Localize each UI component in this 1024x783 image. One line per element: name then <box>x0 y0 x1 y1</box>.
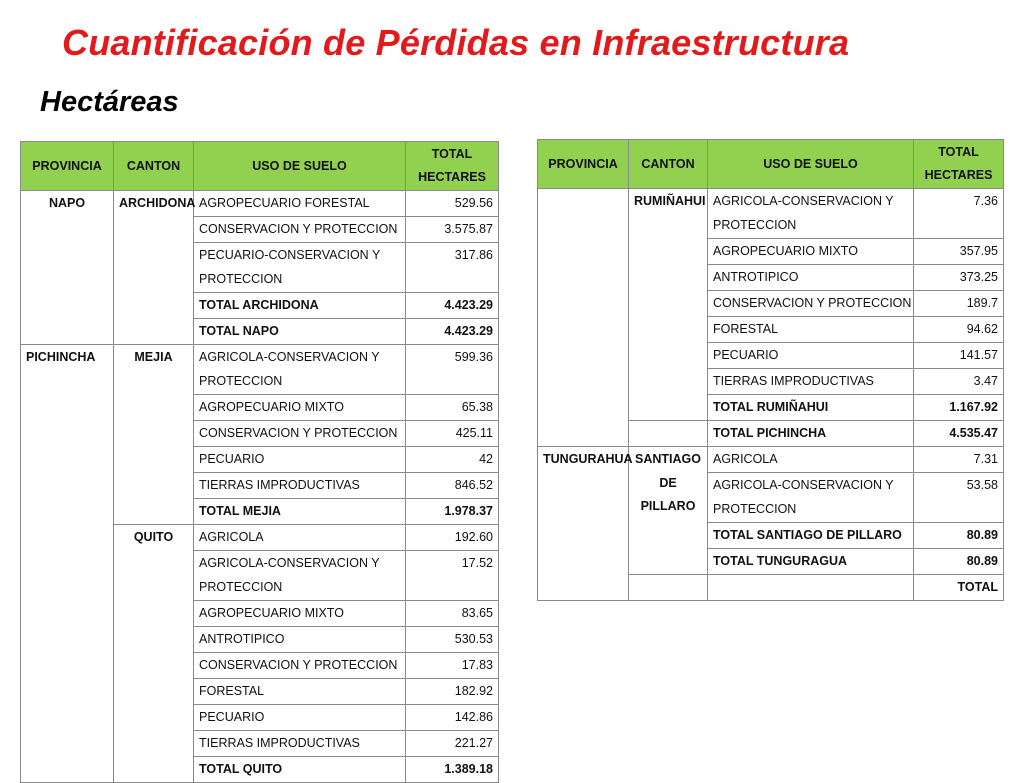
uso-cell: AGROPECUARIO FORESTAL <box>194 191 406 217</box>
table-row <box>538 189 1004 239</box>
total-cell: 3.575.87 <box>406 217 499 243</box>
left-table <box>20 141 499 783</box>
total-cell: 80.89 <box>914 549 1004 575</box>
uso-cell: TIERRAS IMPRODUCTIVAS <box>708 369 914 395</box>
total-cell: 17.52 <box>406 551 499 601</box>
total-cell: 4.535.47 <box>914 421 1004 447</box>
provincia-cell: PICHINCHA <box>21 345 114 783</box>
canton-cell: RUMIÑAHUI <box>629 189 708 421</box>
uso-cell: AGRICOLA-CONSERVACION Y PROTECCION <box>194 551 406 601</box>
total-cell: 221.27 <box>406 731 499 757</box>
total-cell: 94.62 <box>914 317 1004 343</box>
uso-cell: CONSERVACION Y PROTECCION <box>194 653 406 679</box>
uso-cell: TIERRAS IMPRODUCTIVAS <box>194 473 406 499</box>
total-cell: 65.38 <box>406 395 499 421</box>
canton-cell: QUITO <box>114 525 194 783</box>
uso-cell: ANTROTIPICO <box>708 265 914 291</box>
uso-cell: PECUARIO-CONSERVACION Y PROTECCION <box>194 243 406 293</box>
total-cell: 7.31 <box>914 447 1004 473</box>
page-title: Cuantificación de Pérdidas en Infraestructura <box>62 22 850 63</box>
uso-cell: FORESTAL <box>708 317 914 343</box>
provincia-cell-empty <box>538 189 629 447</box>
total-cell: 17.83 <box>406 653 499 679</box>
total-cell: 142.86 <box>406 705 499 731</box>
uso-cell: TOTAL NAPO <box>194 319 406 345</box>
uso-cell: TOTAL SANTIAGO DE PILLARO <box>708 523 914 549</box>
uso-cell: TOTAL MEJIA <box>194 499 406 525</box>
uso-cell: TIERRAS IMPRODUCTIVAS <box>194 731 406 757</box>
total-cell: 1.167.92 <box>914 395 1004 421</box>
uso-cell: ANTROTIPICO <box>194 627 406 653</box>
total-cell: 7.36 <box>914 189 1004 239</box>
header-total <box>406 142 499 191</box>
table-row <box>21 191 499 217</box>
total-cell: 53.58 <box>914 473 1004 523</box>
total-cell: 357.95 <box>914 239 1004 265</box>
total-cell: 141.57 <box>914 343 1004 369</box>
total-cell: 317.86 <box>406 243 499 293</box>
header-canton: CANTON <box>629 140 708 189</box>
uso-cell: AGRICOLA-CONSERVACION Y PROTECCION <box>708 473 914 523</box>
total-cell: 846.52 <box>406 473 499 499</box>
uso-cell: AGROPECUARIO MIXTO <box>194 601 406 627</box>
header-total-line1: TOTAL <box>431 147 473 161</box>
uso-cell: TOTAL TUNGURAGUA <box>708 549 914 575</box>
uso-cell: AGROPECUARIO MIXTO <box>708 239 914 265</box>
uso-cell: CONSERVACION Y PROTECCION <box>194 421 406 447</box>
header-provincia: PROVINCIA <box>538 140 629 189</box>
total-cell: 1.978.37 <box>406 499 499 525</box>
provincia-cell: NAPO <box>21 191 114 345</box>
total-cell: 182.92 <box>406 679 499 705</box>
total-cell: 4.423.29 <box>406 319 499 345</box>
uso-cell: AGRICOLA-CONSERVACION Y PROTECCION <box>708 189 914 239</box>
empty-cell <box>629 575 708 601</box>
total-cell: 599.36 <box>406 345 499 395</box>
uso-cell: AGRICOLA-CONSERVACION Y PROTECCION <box>194 345 406 395</box>
canton-cell-empty <box>629 421 708 447</box>
uso-cell: FORESTAL <box>194 679 406 705</box>
uso-cell: PECUARIO <box>708 343 914 369</box>
uso-cell: AGROPECUARIO MIXTO <box>194 395 406 421</box>
uso-cell: TOTAL PICHINCHA <box>708 421 914 447</box>
total-cell: 530.53 <box>406 627 499 653</box>
header-row <box>21 142 499 191</box>
uso-cell: PECUARIO <box>194 705 406 731</box>
table-row <box>538 447 1004 473</box>
uso-cell: AGRICOLA <box>708 447 914 473</box>
provincia-cell: TUNGURAHUA <box>538 447 629 601</box>
total-cell: 42 <box>406 447 499 473</box>
uso-cell: CONSERVACION Y PROTECCION <box>708 291 914 317</box>
right-table <box>537 139 1004 601</box>
uso-cell: TOTAL ARCHIDONA <box>194 293 406 319</box>
table-row <box>21 345 499 395</box>
total-cell: 83.65 <box>406 601 499 627</box>
total-cell: 373.25 <box>914 265 1004 291</box>
canton-cell: MEJIA <box>114 345 194 525</box>
header-row <box>538 140 1004 189</box>
total-cell: 1.389.18 <box>406 757 499 783</box>
uso-cell: PECUARIO <box>194 447 406 473</box>
total-cell: 189.7 <box>914 291 1004 317</box>
header-total-line1: TOTAL <box>938 145 979 159</box>
total-cell: 4.423.29 <box>406 293 499 319</box>
total-cell: 80.89 <box>914 523 1004 549</box>
header-uso: USO DE SUELO <box>708 140 914 189</box>
empty-cell <box>708 575 914 601</box>
canton-cell: ARCHIDONA <box>114 191 194 345</box>
header-total-line2: HECTARES <box>418 170 486 184</box>
total-cell: 425.11 <box>406 421 499 447</box>
page-subtitle: Hectáreas <box>40 86 179 118</box>
uso-cell: TOTAL QUITO <box>194 757 406 783</box>
header-uso: USO DE SUELO <box>194 142 406 191</box>
header-provincia: PROVINCIA <box>21 142 114 191</box>
header-total-line2: HECTARES <box>924 168 993 182</box>
header-canton: CANTON <box>114 142 194 191</box>
uso-cell: AGRICOLA <box>194 525 406 551</box>
grand-total-label: TOTAL <box>914 575 1004 601</box>
total-cell: 529.56 <box>406 191 499 217</box>
uso-cell: TOTAL RUMIÑAHUI <box>708 395 914 421</box>
uso-cell: CONSERVACION Y PROTECCION <box>194 217 406 243</box>
total-cell: 192.60 <box>406 525 499 551</box>
total-cell: 3.47 <box>914 369 1004 395</box>
canton-cell: SANTIAGO DE PILLARO <box>629 447 708 575</box>
header-total <box>914 140 1004 189</box>
